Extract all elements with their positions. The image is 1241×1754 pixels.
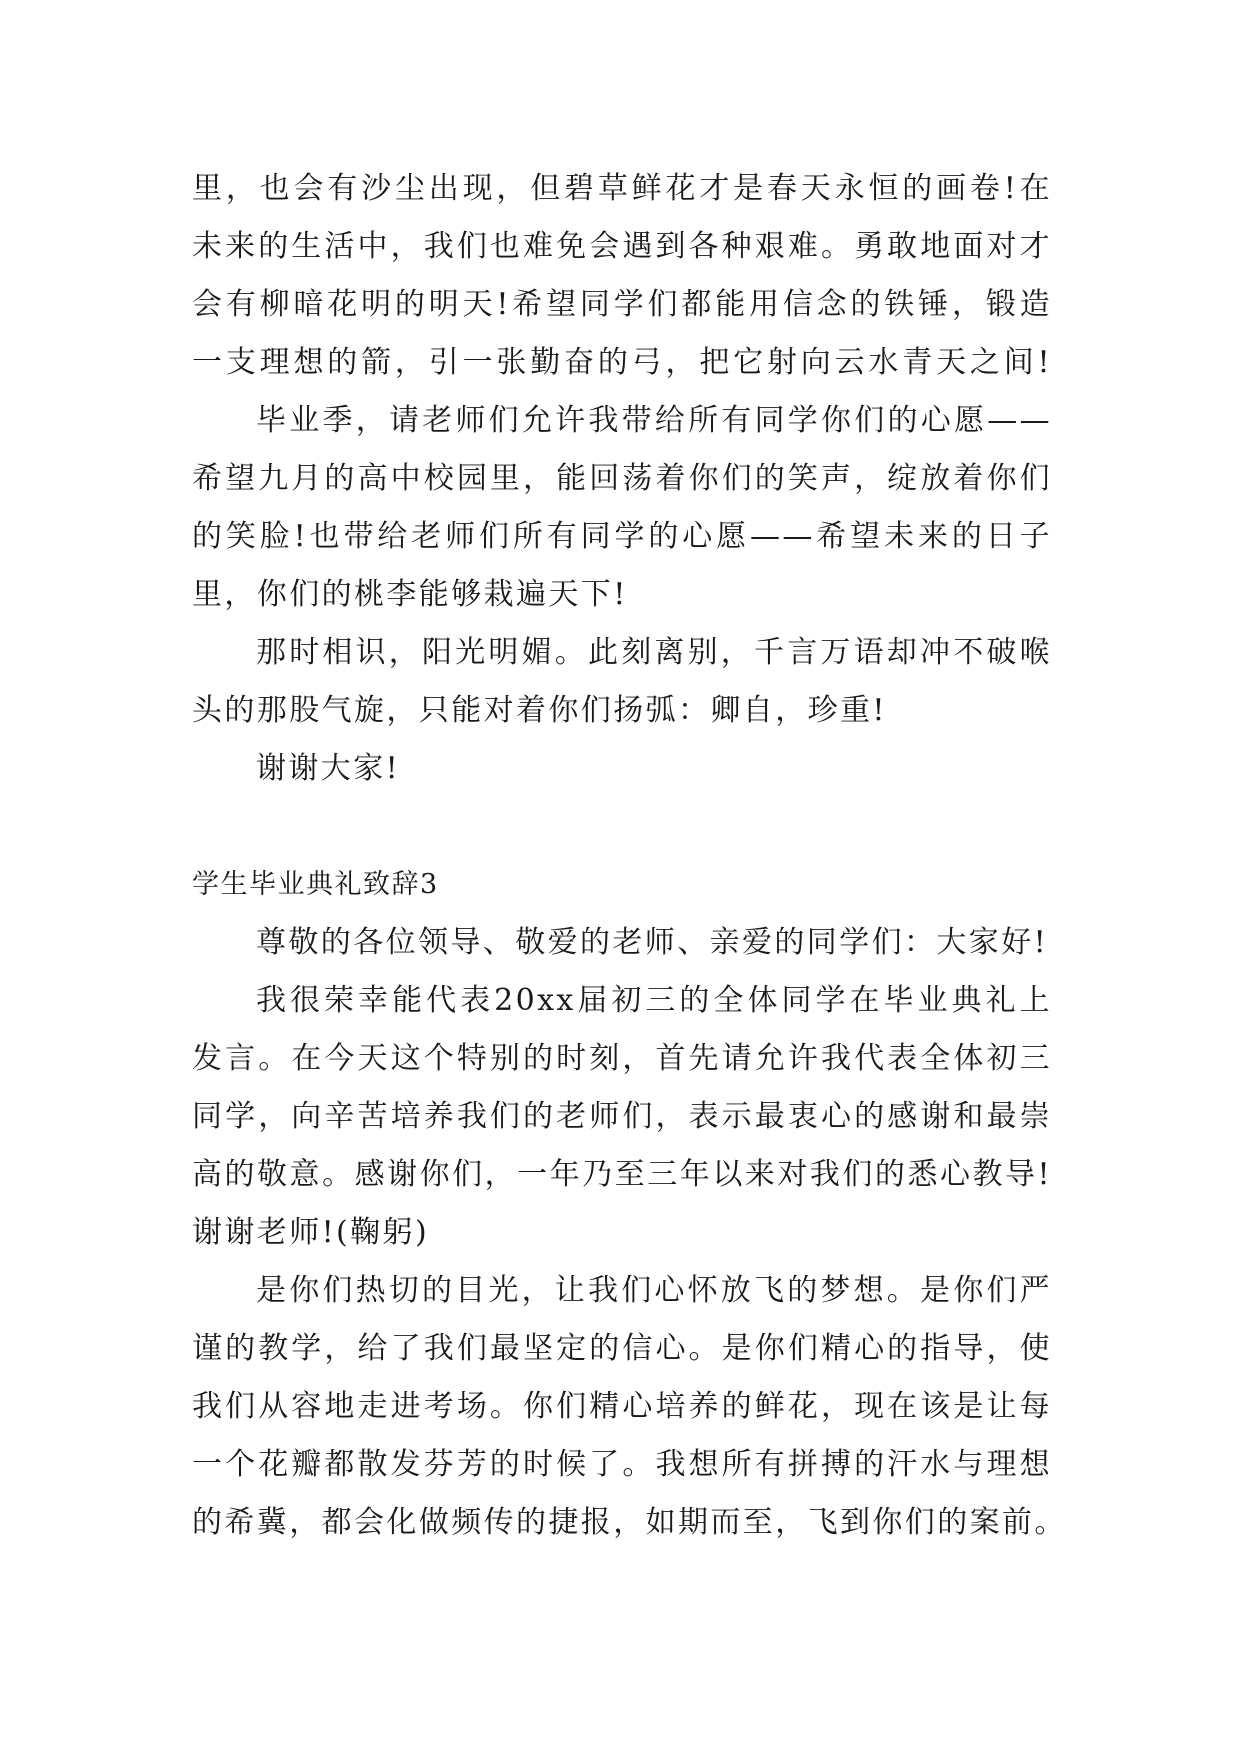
paragraph-line: 毕业季，请老师们允许我带给所有同学你们的心愿——	[256, 403, 1052, 438]
section-spacer	[192, 798, 1052, 856]
paragraph-line: 里，也会有沙尘出现，但碧草鲜花才是春天永恒的画卷!在	[192, 171, 1052, 206]
paragraph-line: 希望九月的高中校园里，能回荡着你们的笑声，绽放着你们	[192, 461, 1052, 496]
paragraph-line: 发言。在今天这个特别的时刻，首先请允许我代表全体初三	[192, 1041, 1052, 1076]
paragraph-line: 会有柳暗花明的明天!希望同学们都能用信念的铁锤，锻造	[192, 287, 1052, 322]
paragraph-line: 一个花瓣都散发芬芳的时候了。我想所有拼搏的汗水与理想	[192, 1447, 1052, 1482]
paragraph-line: 的希冀，都会化做频传的捷报，如期而至，飞到你们的案前。	[192, 1505, 1067, 1540]
paragraph-line: 谢谢大家!	[256, 751, 401, 786]
paragraph-line: 那时相识，阳光明媚。此刻离别，千言万语却冲不破喉	[256, 635, 1052, 670]
paragraph-line: 同学，向辛苦培养我们的老师们，表示最衷心的感谢和最崇	[192, 1099, 1052, 1134]
paragraph-line: 我们从容地走进考场。你们精心培养的鲜花，现在该是让每	[192, 1389, 1052, 1424]
paragraph-line: 谨的教学，给了我们最坚定的信心。是你们精心的指导，使	[192, 1331, 1052, 1366]
paragraph-line: 一支理想的箭，引一张勤奋的弓，把它射向云水青天之间!	[192, 345, 1052, 380]
paragraph-line: 的笑脸!也带给老师们所有同学的心愿——希望未来的日子	[192, 519, 1052, 554]
section-heading: 学生毕业典礼致辞3	[192, 869, 439, 900]
paragraph-line: 尊敬的各位领导、敬爱的老师、亲爱的同学们：大家好!	[256, 925, 1049, 960]
paragraph-line: 未来的生活中，我们也难免会遇到各种艰难。勇敢地面对才	[192, 229, 1052, 264]
paragraph-line: 是你们热切的目光，让我们心怀放飞的梦想。是你们严	[256, 1273, 1052, 1308]
document-body	[192, 160, 1067, 1552]
paragraph-line: 我很荣幸能代表20xx届初三的全体同学在毕业典礼上	[256, 983, 1052, 1018]
paragraph-line: 谢谢老师!(鞠躬)	[192, 1215, 430, 1250]
paragraph-line: 里，你们的桃李能够栽遍天下!	[192, 577, 628, 612]
paragraph-line: 头的那股气旋，只能对着你们扬弧：卿自，珍重!	[192, 693, 887, 728]
paragraph-line: 高的敬意。感谢你们，一年乃至三年以来对我们的悉心教导!	[192, 1157, 1052, 1192]
